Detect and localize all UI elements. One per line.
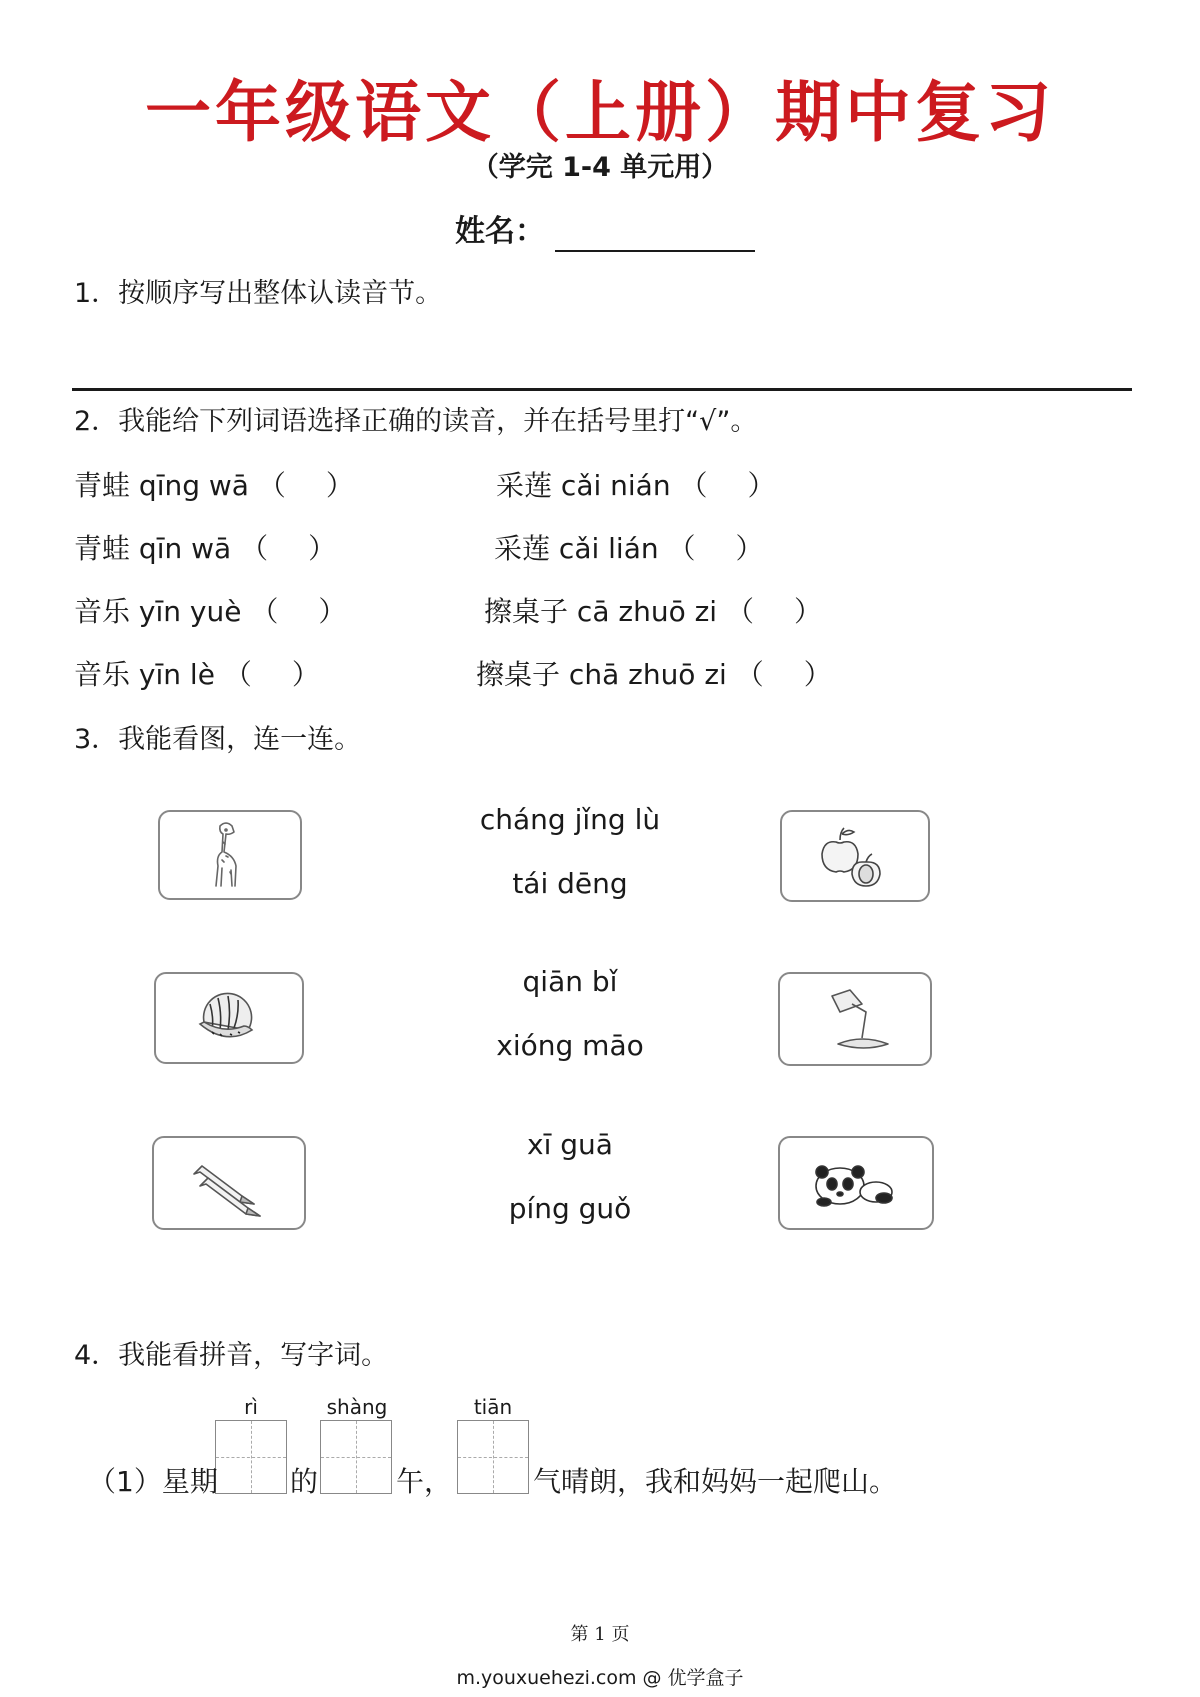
picture-box-desk-lamp[interactable]	[778, 972, 932, 1066]
name-label: 姓名：	[455, 214, 545, 249]
desk-lamp-icon	[780, 974, 930, 1064]
pinyin-option-1[interactable]: cháng jǐng lù	[479, 803, 661, 836]
q2-left-item-3	[74, 592, 346, 632]
footer-website: m.youxuehezi.com @ 优学盒子	[456, 1667, 744, 1689]
question-3: 3．我能看图，连一连。	[74, 724, 362, 755]
picture-box-watermelon[interactable]	[154, 972, 304, 1064]
sentence-suffix: 气晴朗，我和妈妈一起爬山。	[533, 1465, 898, 1498]
pinyin-option-6[interactable]: píng guǒ	[508, 1192, 632, 1225]
watermelon-icon	[156, 974, 302, 1062]
tianzi-box-shang[interactable]	[320, 1420, 392, 1494]
page-subtitle: （学完 1-4 单元用）	[471, 152, 729, 183]
q2-pinyin: yīn lè	[138, 658, 215, 691]
picture-box-apples[interactable]	[780, 810, 930, 902]
page-title: 一年级语文（上册）期中复习	[145, 74, 1055, 151]
question-4: 4．我能看拼音，写字词。	[74, 1340, 389, 1371]
picture-box-panda[interactable]	[778, 1136, 934, 1230]
q2-left-item-4	[74, 655, 320, 695]
q2-pinyin: yīn yuè	[138, 595, 242, 628]
giraffe-icon	[160, 812, 300, 898]
q2-word: 青蛙	[74, 469, 131, 502]
q2-right-item-4	[476, 655, 832, 695]
sentence-part-wu: 午，	[396, 1465, 453, 1498]
q2-word: 采莲	[496, 469, 553, 502]
tianzi-box-ri[interactable]	[215, 1420, 287, 1494]
q2-left-item-1	[74, 466, 354, 506]
answer-paren[interactable]: （ ）	[257, 469, 354, 502]
q2-pinyin: cǎi nián	[560, 469, 671, 502]
sentence-part-de: 的	[290, 1465, 319, 1498]
panda-icon	[780, 1138, 932, 1228]
answer-paren[interactable]: （ ）	[240, 532, 337, 565]
name-answer-line[interactable]	[555, 250, 755, 252]
picture-box-pencils[interactable]	[152, 1136, 306, 1230]
q2-pinyin: chā zhuō zi	[568, 658, 727, 691]
q2-word: 音乐	[74, 658, 131, 691]
answer-paren[interactable]: （ ）	[667, 532, 764, 565]
q2-right-item-3	[484, 592, 822, 632]
tianzi-box-tian[interactable]	[457, 1420, 529, 1494]
answer-paren[interactable]: （ ）	[725, 595, 823, 628]
pinyin-hint-ri: rì	[244, 1395, 258, 1419]
answer-paren[interactable]: （ ）	[735, 658, 832, 691]
apples-icon	[782, 812, 928, 900]
q2-pinyin: qīn wā	[138, 532, 232, 565]
q2-word: 擦桌子	[484, 595, 569, 628]
q2-pinyin: cǎi lián	[558, 532, 659, 565]
answer-paren[interactable]: （ ）	[223, 658, 320, 691]
q2-word: 采莲	[494, 532, 551, 565]
sentence-prefix: （1）星期	[88, 1465, 218, 1498]
pinyin-option-5[interactable]: xī guā	[527, 1128, 613, 1161]
pinyin-option-2[interactable]: tái dēng	[512, 867, 628, 900]
q2-word: 音乐	[74, 595, 131, 628]
q2-pinyin: cā zhuō zi	[576, 595, 718, 628]
question-1: 1．按顺序写出整体认读音节。	[74, 278, 443, 309]
q2-word: 擦桌子	[476, 658, 561, 691]
picture-box-giraffe[interactable]	[158, 810, 302, 900]
pinyin-hint-tian: tiān	[473, 1395, 513, 1419]
q2-word: 青蛙	[74, 532, 131, 565]
pinyin-hint-shang: shàng	[326, 1395, 388, 1419]
q2-left-item-2	[74, 529, 336, 569]
question-1-answer-line[interactable]	[72, 388, 1132, 391]
answer-paren[interactable]: （ ）	[679, 469, 776, 502]
q2-right-item-1	[496, 466, 776, 506]
question-2: 2．我能给下列词语选择正确的读音，并在括号里打“√”。	[74, 406, 758, 437]
q2-pinyin: qīng wā	[138, 469, 249, 502]
pinyin-option-3[interactable]: qiān bǐ	[522, 965, 618, 998]
q2-right-item-2	[494, 529, 764, 569]
pencils-icon	[154, 1138, 304, 1228]
pinyin-option-4[interactable]: xióng māo	[496, 1029, 644, 1062]
answer-paren[interactable]: （ ）	[250, 595, 347, 628]
page-number: 第 1 页	[570, 1624, 630, 1645]
